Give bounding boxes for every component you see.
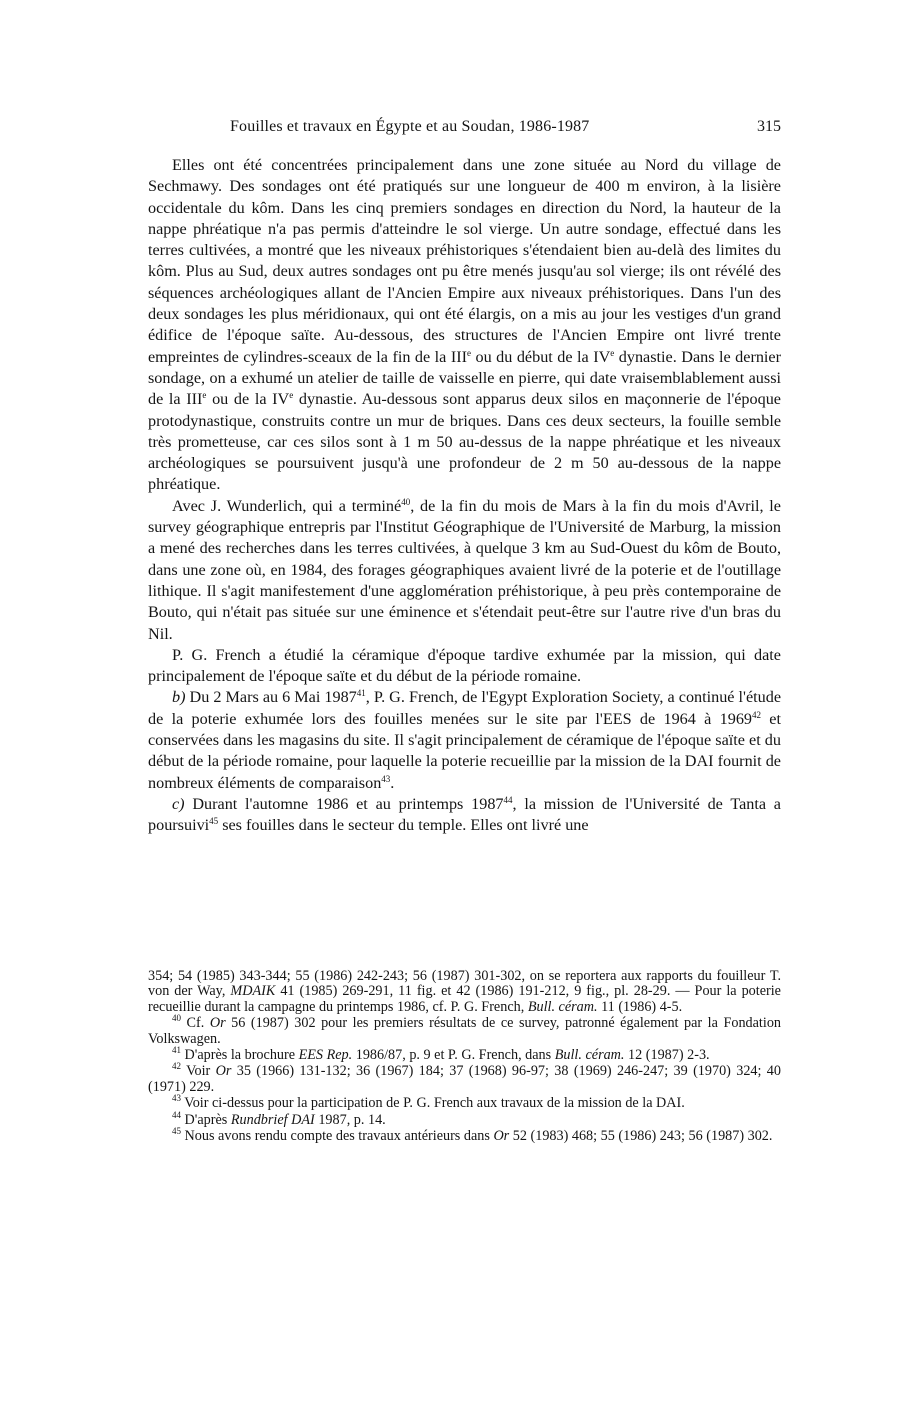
footnote-42: $^{42}$ Voir Or 35 (1966) 131-132; 36 (1967) 184; 37 (1968) 96-97; 38 (1969) 246-247; 39 (1970) 324; 40 (1971) 229. — [148, 1061, 781, 1095]
main-text — [148, 155, 781, 837]
footnote-44: $^{44}$ D'après Rundbrief DAI 1987, p. 14. — [172, 1109, 386, 1128]
paragraph-c: c) Durant l'automne 1986 et au printemps 1987$^{44}$, la mission de l'Université de Tanta a poursuivi$^{45}$ ses fouilles dans le secteur du temple. Elles ont livré une — [148, 794, 781, 835]
footnote-ref-45[interactable]: 45 — [209, 816, 219, 827]
paragraph-sechmawy: Elles ont été concentrées principalement dans une zone située au Nord du village de Sechmawy. Des sondages ont été pratiqués sur une longueur de 400 m environ, à la lisière occidentale du kôm. Dans les cinq premiers sondages en direction du Nord, la hauteur de la nappe phréatique n'a pas permis d'atteindre le sol vierge. Un autre sondage, effectué dans les terres cultivées, a montré que les niveaux préhistoriques s'étendaient bien au-delà des limites du kôm. Plus au Sud, deux autres sondages ont pu être menés jusqu'au sol vierge; ils ont révélé des séquences archéologiques allant de l'Ancien Empire aux niveaux préhistoriques. Dans l'un des deux sondages les plus méridionaux, qui ont été élargis, on a mis au jour les vestiges d'un grand édifice de l'époque saïte. Au-dessous, des structures de l'Ancien Empire ont livré trente empreintes de cylindres-sceaux de la fin de la IIIe ou du début de la IVe dynastie. Dans le dernier sondage, on a exhumé un atelier de taille de vaisselle en pierre, qui date vraisemblablement aussi de la IIIe ou de la IVe dynastie. Au-dessous sont apparus deux silos en maçonnerie de l'époque protodynastique, construits contre un mur de briques. Dans ces deux secteurs, la fouille semble très prometteuse, car ces silos sont à 1 m 50 au-dessus de la nappe phréatique et les niveaux archéologiques se poursuivent jusqu'à une profondeur de 2 m 50 au-dessous de la nappe phréatique. — [148, 156, 782, 494]
footnote-ref-41[interactable]: 41 — [356, 688, 366, 699]
footnote-ref-40[interactable]: 40 — [401, 496, 411, 507]
page-number: 315 — [757, 118, 781, 135]
footnote-ref-43[interactable]: 43 — [381, 773, 391, 784]
paragraph-wunderlich: Avec J. Wunderlich, qui a terminé$^{40}$, de la fin du mois de Mars à la fin du mois d'Avril, le survey géographique entrepris par l'Institut Géographique de l'Université de Marburg, la mission a mené des recherches dans les terres cultivées, à quelque 3 km au Sud-Ouest du kôm de Bouto, dans une zone où, en 1984, des forages géographiques avaient livré de la poterie et de l'outillage lithique. Il s'agit manifestement d'une agglomération préhistorique, à peu près contemporaine de Bouto, qui n'était pas située sur une éminence et s'étendait peut-être sur l'autre rive d'un bras du Nil. — [148, 496, 781, 643]
footnotes — [148, 969, 781, 1145]
footnote-ref-44[interactable]: 44 — [503, 794, 513, 805]
running-title: Fouilles et travaux en Égypte et au Soudan, 1986-1987 — [230, 118, 590, 135]
footnote-continued: 354; 54 (1985) 343-344; 55 (1986) 242-243; 56 (1987) 301-302, on se reportera aux rapports du fouilleur T. von der Way, MDAIK 41 (1985) 269-291, 11 fig. et 42 (1986) 191-212, 9 fig., pl. 28-29. — Pour la poterie recueillie durant la campagne du printemps 1986, cf. P. G. French, Bull. céram. 11 (1986) 4-5. — [148, 968, 781, 1015]
footnote-41: $^{41}$ D'après la brochure EES Rep. 1986/87, p. 9 et P. G. French, dans Bull. céram. 12 (1987) 2-3. — [172, 1045, 710, 1064]
footnote-ref-42[interactable]: 42 — [752, 709, 762, 720]
footnote-45: $^{45}$ Nous avons rendu compte des travaux antérieurs dans Or 52 (1983) 468; 55 (1986) 243; 56 (1987) 302. — [172, 1126, 773, 1145]
paragraph-b: b) Du 2 Mars au 6 Mai 1987$^{41}$, P. G. French, de l'Egypt Exploration Society, a continué l'étude de la poterie exhumée lors des fouilles menées sur le site par l'EES de 1964 à 1969$^{42}$ et conservées dans les magasins du site. Il s'agit principalement de céramique de l'époque saïte et du début de la période romaine, pour laquelle la poterie recueillie par la mission de la DAI fournit de nombreux éléments de comparaison$^{43}$. — [148, 688, 782, 792]
paragraph-french-ceramics: P. G. French a étudié la céramique d'époque tardive exhumée par la mission, qui date principalement de l'époque saïte et du début de la période romaine. — [148, 645, 781, 686]
footnote-40: $^{40}$ Cf. Or 56 (1987) 302 pour les premiers résultats de ce survey, patronné également par la Fondation Volkswagen. — [148, 1013, 782, 1047]
page-header — [148, 118, 781, 140]
footnote-43: $^{43}$ Voir ci-dessus pour la participation de P. G. French aux travaux de la mission de la DAI. — [172, 1093, 685, 1112]
